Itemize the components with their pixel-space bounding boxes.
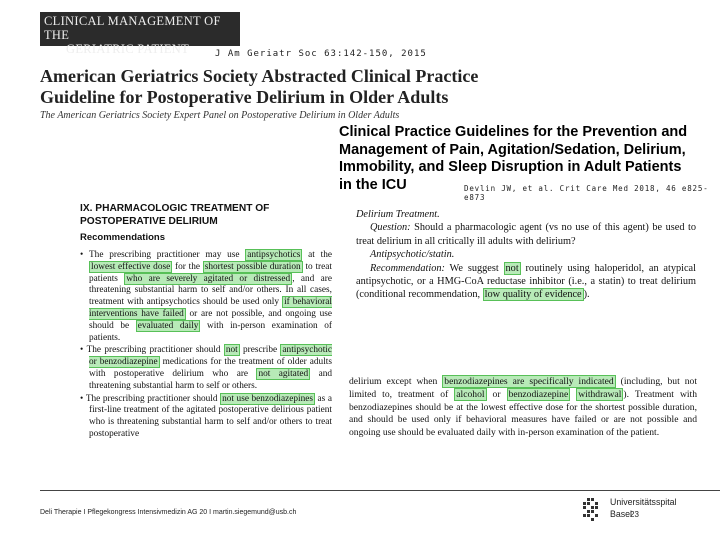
highlight: who are severely agitated or distressed	[126, 273, 291, 284]
right-column	[356, 208, 696, 302]
highlight: not	[505, 262, 519, 274]
ccm-citation: Devlin JW, et al. Crit Care Med 2018, 46 e825-e873	[464, 184, 709, 202]
recommendation-paragraph	[356, 262, 696, 302]
text: routinely using haloperidol, an atypical antipsychotic, or a HMG-CoA reductase inhibitor (i.e., a statin) to treat delirium (conditional recommendation,	[356, 262, 696, 301]
text: , and are threatening substantial harm to self and/or others. In all cases, treatment with antipsychotics should be used only	[89, 273, 332, 308]
logo-text	[610, 496, 677, 520]
highlight: withdrawal	[578, 388, 622, 400]
page-number: 23	[630, 510, 639, 519]
text: (including, but not limited to, treatment of	[349, 376, 697, 400]
text: to treat patients	[89, 261, 332, 284]
footer-divider	[40, 490, 720, 491]
question-text: Should a pharmacologic agent (vs no use of this agent) be used to treat delirium in all critically ill adults with delirium?	[356, 222, 696, 247]
journal-banner	[40, 12, 240, 56]
text: delirium except when	[349, 376, 443, 387]
highlight: antipsychotics	[247, 250, 301, 260]
highlight: lowest effective dose	[91, 261, 171, 272]
highlight: antipsychotic or benzodiazepine	[89, 345, 332, 368]
text: The prescribing practitioner should	[86, 345, 224, 356]
recommendations-heading: Recommendations	[80, 232, 165, 243]
ags-citation: J Am Geriatr Soc 63:142-150, 2015	[215, 49, 427, 59]
left-column	[80, 250, 332, 442]
highlight: not agitated	[258, 368, 309, 379]
text: and threatening substantial harm to self or others.	[89, 368, 332, 391]
bullet-benzodiazepines: • The prescribing practitioner should not use benzodiazepines as a first-line treatment of the agitated postoperative delirious patient who is threatening substantial harm to self and/or others to treat postoperative	[80, 393, 332, 439]
question-paragraph	[356, 221, 696, 248]
highlight: alcohol	[456, 388, 485, 400]
logo-line1: Universitätsspital	[610, 497, 677, 507]
section-heading-line1: IX. PHARMACOLOGIC TREATMENT OF	[80, 203, 270, 214]
highlight: low quality of evidence	[484, 289, 582, 301]
text: medications for the treatment of older adults with postoperative delirium who are	[89, 357, 332, 379]
text: The prescribing practitioner should	[85, 393, 221, 404]
ccm-title-line1: Clinical Practice Guidelines for the Prevention and	[339, 124, 688, 140]
right-column-continued	[349, 376, 697, 440]
logo-line2: Basel	[610, 509, 633, 519]
text: at the	[302, 250, 332, 260]
delirium-treatment-heading: Delirium Treatment.	[356, 209, 440, 220]
text: or are not possible, and ongoing use should be	[89, 308, 332, 331]
highlight: benzodiazepines are specifically indicated	[444, 376, 614, 387]
text: ). Treatment with benzodiazepines should be at the lowest effective dose for the shortest possible duration, and should be used only if behavioral measures have failed or are not possible and ongoing use should be evaluated daily with in-person examination of the patient.	[349, 388, 697, 439]
recommendation-label: Recommendation:	[370, 262, 445, 274]
ags-title	[40, 66, 478, 108]
footer-text: Deli Therapie I Pflegekongress Intensivmedizin AG 20 I martin.siegemund@usb.ch	[40, 509, 297, 516]
highlight: if behavioral interventions have failed	[89, 297, 332, 319]
ccm-title-line2: Management of Pain, Agitation/Sedation, Delirium,	[339, 141, 686, 158]
text: or	[486, 388, 507, 400]
ags-subtitle: The American Geriatrics Society Expert Panel on Postoperative Delirium in Older Adults	[40, 110, 400, 121]
text: prescribe	[239, 345, 281, 356]
ags-title-line1: American Geriatrics Society Abstracted Clinical Practice	[40, 66, 479, 86]
ccm-title-line3: Immobility, and Sleep Disruption in Adult Patients	[339, 159, 682, 175]
highlight: not use benzodiazepines	[222, 393, 313, 404]
banner-line2: GERIATRIC PATIENT	[66, 42, 190, 56]
section-heading-line2: POSTOPERATIVE DELIRIUM	[80, 216, 218, 227]
text: The prescribing practitioner may use	[89, 250, 246, 260]
highlight: evaluated daily	[137, 320, 199, 331]
ccm-title-line4: in the ICU	[339, 176, 407, 193]
text: for the	[172, 261, 203, 272]
text: We suggest	[444, 262, 504, 274]
highlight: benzodiazepine	[508, 388, 569, 400]
text: with in-person examination of patients.	[89, 320, 333, 343]
ags-title-line2: Guideline for Postoperative Delirium in Older Adults	[40, 87, 449, 107]
text: ).	[583, 289, 590, 301]
question-label: Question:	[370, 222, 411, 234]
bullet-antipsychotics: • The prescribing practitioner may use antipsychotics at the lowest effective dose for the shortest possible duration to treat patients who are severely agitated or distressed , and are threatening substantial harm to self and/or others. In all cases, treatment with antipsychotics should be used only if behavioral interventions have failed or are not possible, and ongoing use should be evaluated daily with in-person examination of patients.	[80, 250, 333, 343]
highlight: shortest possible duration	[204, 261, 301, 272]
antipsychotic-statin-heading: Antipsychotic/statin.	[370, 249, 455, 261]
text: as a first-line treatment of the agitated postoperative delirious patient who is threatening substantial harm to self and/or others to treat postoperative	[89, 393, 332, 439]
banner-line1: CLINICAL MANAGEMENT OF THE	[44, 14, 221, 42]
bullet-not-agitated: • The prescribing practitioner should not prescribe antipsychotic or benzodiazepine medications for the treatment of older adults with postoperative delirium who are not agitated and threatening substantial harm to self or others.	[80, 345, 332, 391]
highlight: not	[225, 345, 238, 356]
section-heading	[80, 202, 269, 228]
